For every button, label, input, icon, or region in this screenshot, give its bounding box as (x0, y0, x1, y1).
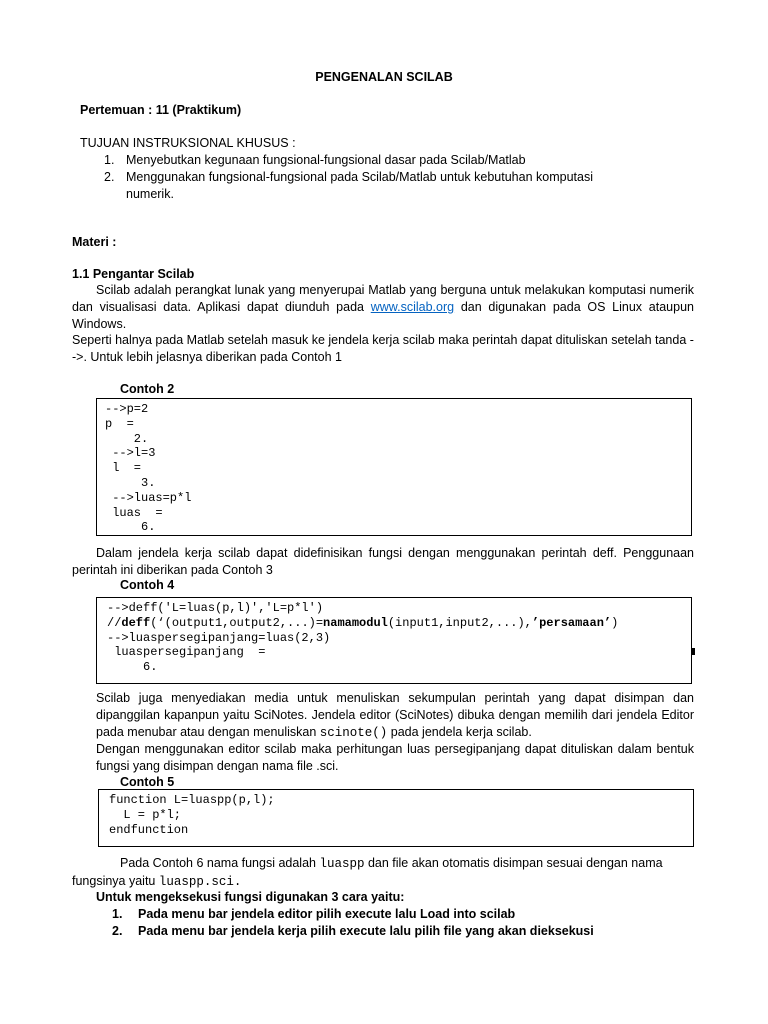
objective-item (104, 152, 624, 169)
deff-paragraph: Dalam jendela kerja scilab dapat didefinisikan fungsi dengan menggunakan perintah deff. Penggunaan perintah ini diberikan pada Contoh 3 (72, 546, 694, 577)
code-line: -->luaspersegipanjang=luas(2,3) (107, 630, 331, 645)
editor-paragraph: Dengan menggunakan editor scilab maka perhitungan luas persegipanjang dapat dituliskan dalam bentuk fungsi yang disimpan dengan nama file .sci. (96, 742, 694, 773)
intro-paragraph (72, 282, 694, 333)
code-line: -->luas=p*l (105, 490, 192, 505)
code-line: -->l=3 (105, 446, 156, 461)
example2-label: Contoh 2 (120, 382, 175, 396)
execute-list (112, 906, 672, 940)
execute-text: Pada menu bar jendela kerja pilih execute lalu pilih file yang akan dieksekusi (138, 924, 594, 938)
objective-text: Menggunakan fungsional-fungsional pada Scilab/Matlab untuk kebutuhan komputasi (126, 170, 593, 184)
code-line: 2. (105, 431, 149, 446)
scinote-command: scinote() (319, 726, 388, 740)
meeting-label: Pertemuan : 11 (Praktikum) (80, 103, 242, 117)
execute-number: 2. (112, 924, 123, 938)
contoh6-paragraph (72, 855, 694, 891)
section-heading: 1.1 Pengantar Scilab (72, 267, 195, 281)
code-line: luas = (105, 505, 163, 520)
code-line: l = (105, 461, 142, 476)
code-comment: // (107, 615, 122, 630)
code-keyword: deff (121, 615, 151, 630)
code-line: function L=luaspp(p,l); (109, 793, 275, 807)
scinotes-paragraph (96, 690, 694, 742)
code-line: luaspersegipanjang = (107, 645, 266, 660)
execute-heading: Untuk mengeksekusi fungsi digunakan 3 cara yaitu: (96, 890, 405, 904)
execute-item (112, 906, 672, 923)
contoh6-text: dan file akan otomatis disimpan sesuai dengan nama fungsinya yaitu (72, 856, 663, 888)
intro-text: Scilab adalah perangkat lunak yang menyerupai Matlab yang berguna untuk melakukan komputasi numerik dan visualisasi data. Aplikasi dapat diunduh pada (72, 283, 694, 314)
code-line: 6. (107, 660, 158, 675)
objectives-heading: TUJUAN INSTRUKSIONAL KHUSUS : (80, 136, 296, 150)
code-line-deff-syntax (107, 616, 681, 631)
objective-text-cont: numerik. (126, 187, 174, 201)
objectives-list (104, 152, 624, 203)
materi-label: Materi : (72, 235, 117, 249)
objective-number: 2. (104, 170, 115, 184)
code-line: -->p=2 (105, 402, 149, 416)
code-line: 3. (105, 475, 156, 490)
execute-item (112, 923, 672, 940)
box-mark (692, 648, 695, 655)
file-name: luaspp.sci. (158, 875, 242, 889)
execute-text: Pada menu bar jendela editor pilih execute lalu Load into scilab (138, 907, 516, 921)
code-args: (input1,input2,...), (387, 615, 532, 630)
example5-code-box (98, 789, 694, 847)
code-args: (‘(output1,output2,...)= (150, 615, 324, 630)
intro-text-end: dan digunakan pada OS Linux ataupun Windows. (72, 300, 694, 331)
example4-label: Contoh 4 (120, 578, 175, 592)
contoh6-text: Pada Contoh 6 nama fungsi adalah (120, 856, 320, 870)
objective-number: 1. (104, 153, 115, 167)
code-line: p = (105, 416, 134, 431)
code-args: ) (611, 615, 619, 630)
code-line: 6. (105, 520, 156, 535)
objective-item (104, 169, 624, 203)
scinotes-text-end: pada jendela kerja scilab. (387, 725, 532, 739)
page-title: PENGENALAN SCILAB (315, 70, 453, 84)
example4-code-box (96, 597, 692, 684)
prompt-paragraph: Seperti halnya pada Matlab setelah masuk ke jendela kerja scilab maka perintah dapat dituliskan setelah tanda -->. Untuk lebih jelasnya diberikan pada Contoh 1 (72, 333, 694, 364)
example2-code-box (96, 398, 692, 536)
scinotes-text: Scilab juga menyediakan media untuk menuliskan sekumpulan perintah yang dapat disimpan dan dipanggilan kapanpun yaitu SciNotes. Jendela editor (SciNotes) dibuka dengan memilih dari jendela Editor pada menubar atau dengan menuliskan (96, 691, 694, 739)
code-line: L = p*l; (109, 807, 182, 822)
scilab-link[interactable]: www.scilab.org (370, 300, 455, 314)
objective-text: Menyebutkan kegunaan fungsional-fungsional dasar pada Scilab/Matlab (126, 153, 526, 167)
code-keyword: ’persamaan’ (531, 615, 612, 630)
code-line: -->deff('L=luas(p,l)','L=p*l') (107, 601, 324, 615)
function-name: luaspp (319, 857, 365, 871)
code-keyword: namamodul (323, 615, 388, 630)
code-line: endfunction (109, 822, 189, 837)
execute-number: 1. (112, 907, 123, 921)
example5-label: Contoh 5 (120, 775, 175, 789)
